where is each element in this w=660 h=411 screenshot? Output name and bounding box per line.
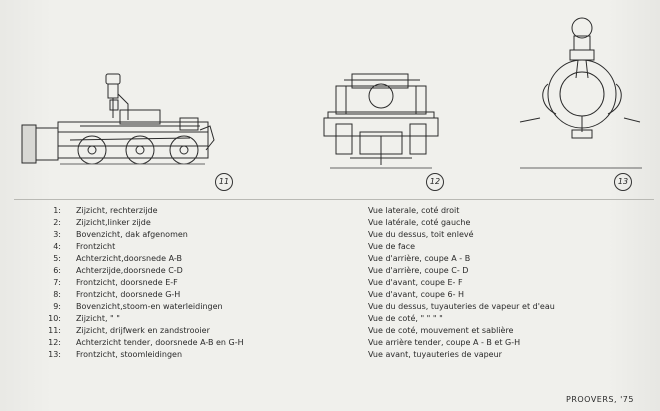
legend-french-text: Vue avant, tuyauteries de vapeur: [368, 350, 502, 359]
legend-dutch-text: Zijzicht, " ": [76, 314, 120, 323]
legend-dutch-text: Achterzicht tender, doorsnede A-B en G-H: [76, 338, 244, 347]
legend-number: 9:: [53, 302, 61, 311]
legend-number: 2:: [53, 218, 61, 227]
legend-french-text: Vue d'avant, coupe 6- H: [368, 290, 465, 299]
legend-row: [0, 337, 660, 349]
legend-dutch-text: Frontzicht, doorsnede G-H: [76, 290, 181, 299]
figure-12-rear-view-drawing: [324, 74, 438, 168]
legend-dutch-text: Zijzicht,linker zijde: [76, 218, 151, 227]
legend-number: 8:: [53, 290, 61, 299]
legend-row: [0, 277, 660, 289]
legend-dutch-text: Achterzijde,doorsnede C-D: [76, 266, 183, 275]
legend-row: [0, 253, 660, 265]
figure-11-side-view-drawing: [22, 74, 214, 164]
legend-french-text: Vue d'avant, coupe E- F: [368, 278, 463, 287]
legend-number: 4:: [53, 242, 61, 251]
artist-signature: PROOVERS, '75: [566, 395, 634, 404]
legend-dutch-text: Bovenzicht, dak afgenomen: [76, 230, 188, 239]
legend-dutch-text: Zijzicht, drijfwerk en zandstrooier: [76, 326, 210, 335]
legend-french-text: Vue de face: [368, 242, 416, 251]
legend-dutch-text: Achterzicht,doorsnede A-B: [76, 254, 182, 263]
legend-row: [0, 325, 660, 337]
legend-number: 6:: [53, 266, 61, 275]
legend-row: [0, 313, 660, 325]
legend-number: 13:: [48, 350, 61, 359]
legend-number: 7:: [53, 278, 61, 287]
figure-number-11: 11: [215, 173, 233, 191]
legend-french-text: Vue d'arrière, coupe A - B: [368, 254, 471, 263]
figure-number-12: 12: [426, 173, 444, 191]
legend-dutch-text: Zijzicht, rechterzijde: [76, 206, 158, 215]
legend-french-text: Vue laterale, coté droit: [368, 206, 460, 215]
legend-number: 5:: [53, 254, 61, 263]
legend-dutch-text: Frontzicht: [76, 242, 116, 251]
legend-french-text: Vue du dessus, tuyauteries de vapeur et d'eau: [368, 302, 555, 311]
legend-row: [0, 265, 660, 277]
section-divider: [14, 199, 654, 200]
legend-french-text: Vue d'arrière, coupe C- D: [368, 266, 469, 275]
legend-row: [0, 289, 660, 301]
legend-dutch-text: Frontzicht, doorsnede E-F: [76, 278, 178, 287]
legend-row: [0, 301, 660, 313]
legend-french-text: Vue de coté, mouvement et sablière: [368, 326, 514, 335]
legend-number: 11:: [48, 326, 61, 335]
legend-french-text: Vue du dessus, toit enlevé: [368, 230, 474, 239]
legend-number: 12:: [48, 338, 61, 347]
legend-dutch-text: Bovenzicht,stoom-en waterleidingen: [76, 302, 223, 311]
legend-dutch-text: Frontzicht, stoomleidingen: [76, 350, 183, 359]
legend-french-text: Vue arrière tender, coupe A - B et G-H: [368, 338, 521, 347]
figure-number-13: 13: [614, 173, 632, 191]
legend-row: [0, 349, 660, 361]
legend-french-text: Vue de coté, " " " ": [368, 314, 443, 323]
legend-row: [0, 217, 660, 229]
legend-row: [0, 241, 660, 253]
legend-french-text: Vue latérale, coté gauche: [368, 218, 471, 227]
legend-number: 1:: [53, 206, 61, 215]
legend-row: [0, 205, 660, 217]
legend-number: 10:: [48, 314, 61, 323]
legend-row: [0, 229, 660, 241]
figure-13-front-view-drawing: [520, 18, 642, 168]
technical-drawings: [0, 0, 660, 200]
legend-number: 3:: [53, 230, 61, 239]
